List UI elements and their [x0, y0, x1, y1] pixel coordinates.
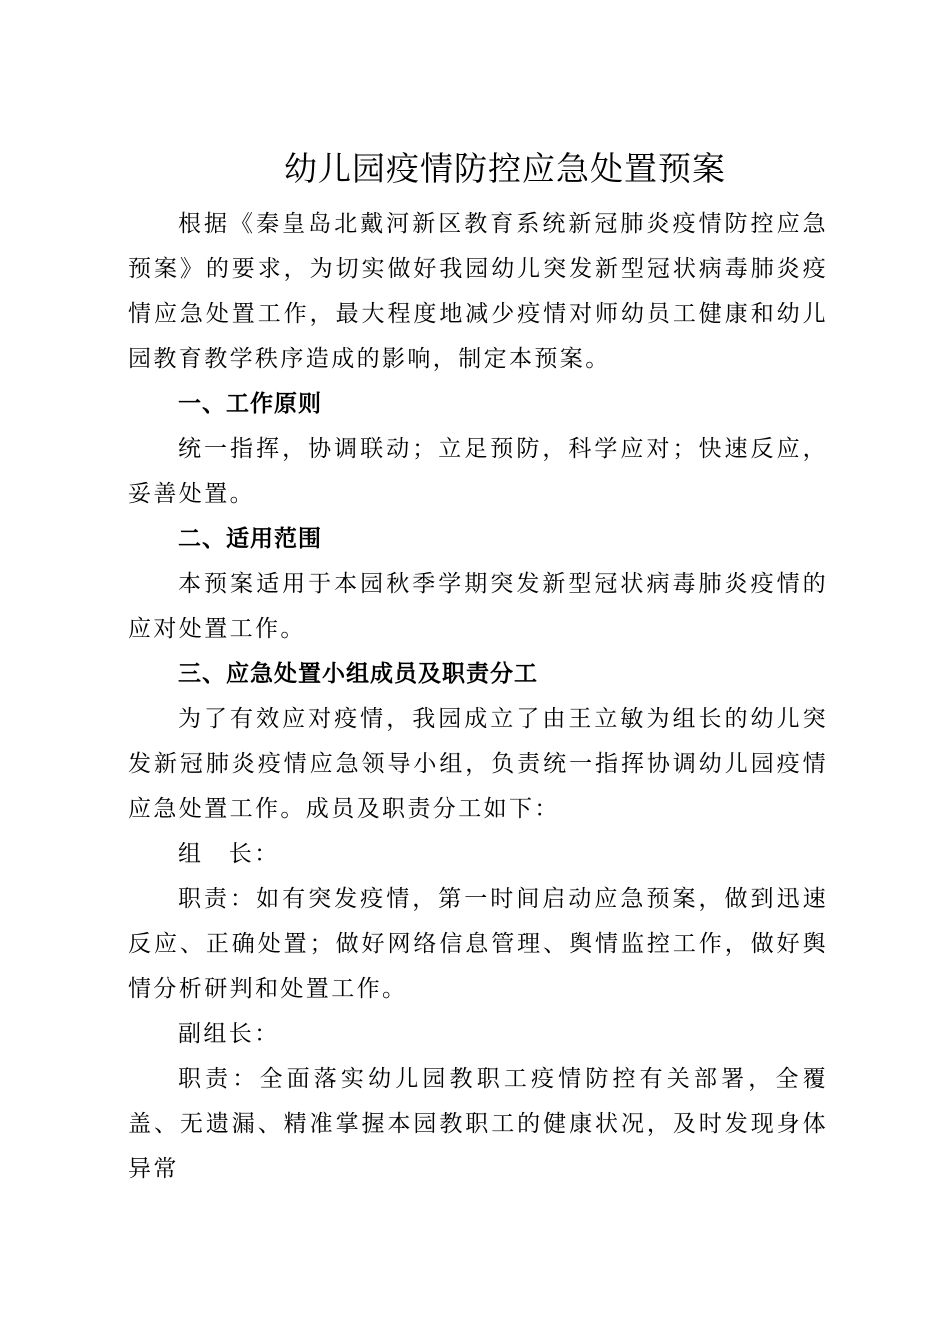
leader-duty-paragraph: 职责：如有突发疫情，第一时间启动应急预案，做到迅速反应、正确处置；做好网络信息管理、舆情监控工作，做好舆情分析研判和处置工作。	[128, 886, 828, 1002]
document-body	[128, 202, 828, 1192]
principles-paragraph: 统一指挥，协调联动；立足预防，科学应对；快速反应，妥善处置。	[128, 436, 828, 507]
deputy-duty-paragraph: 职责：全面落实幼儿园教职工疫情防控有关部署，全覆盖、无遗漏、精准掌握本园教职工的健康状况，及时发现身体异常	[128, 1066, 828, 1182]
leader-label: 组 长：	[178, 841, 280, 867]
section-heading-team: 三、应急处置小组成员及职责分工	[178, 661, 538, 687]
section-heading-principles: 一、工作原则	[178, 391, 322, 417]
scope-paragraph: 本预案适用于本园秋季学期突发新型冠状病毒肺炎疫情的应对处置工作。	[128, 571, 828, 642]
team-paragraph: 为了有效应对疫情，我园成立了由王立敏为组长的幼儿突发新冠肺炎疫情应急领导小组，负责统一指挥协调幼儿园疫情应急处置工作。成员及职责分工如下：	[128, 706, 828, 822]
document-title: 幼儿园疫情防控应急处置预案	[284, 149, 726, 188]
section-heading-scope: 二、适用范围	[178, 526, 322, 552]
intro-paragraph: 根据《秦皇岛北戴河新区教育系统新冠肺炎疫情防控应急预案》的要求，为切实做好我园幼儿突发新型冠状病毒肺炎疫情应急处置工作，最大程度地减少疫情对师幼员工健康和幼儿园教育教学秩序造成的影响，制定本预案。	[128, 211, 828, 372]
deputy-leader-label: 副组长：	[178, 1021, 280, 1047]
